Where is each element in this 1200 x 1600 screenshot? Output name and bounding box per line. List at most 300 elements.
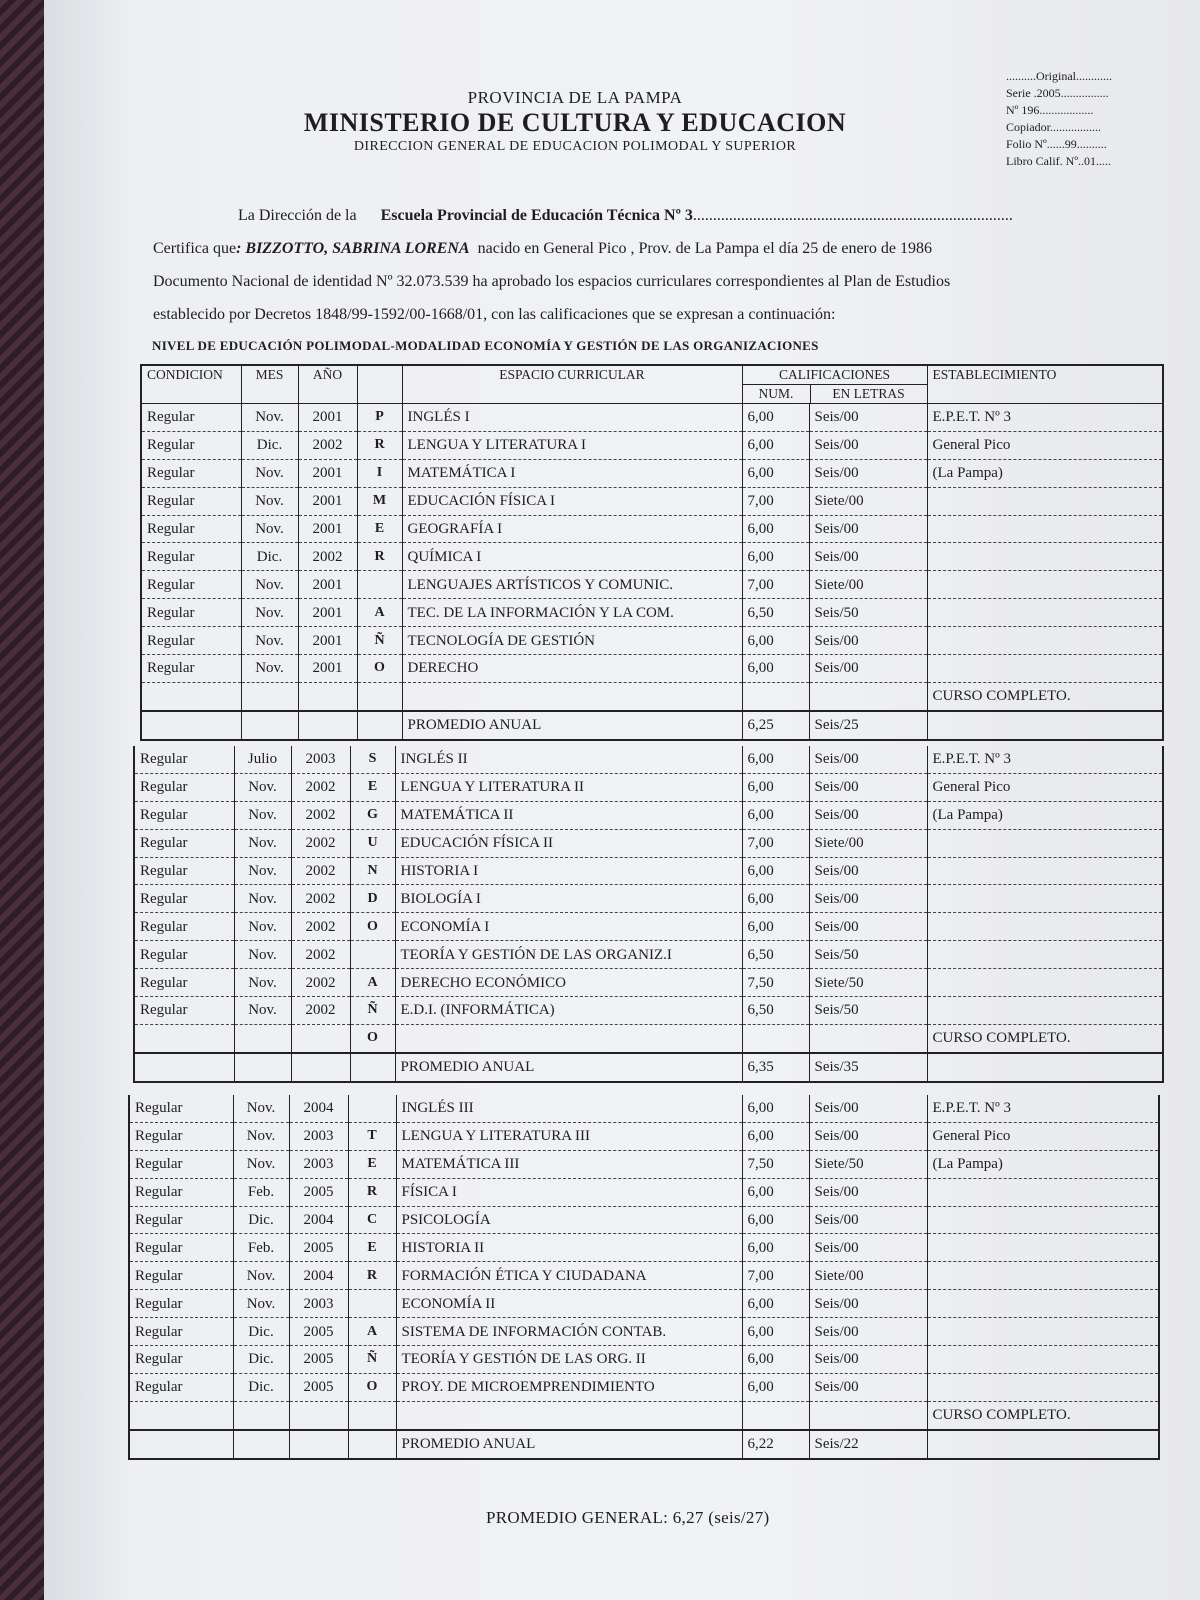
establecimiento-cell (927, 1346, 1159, 1374)
empty-cell (134, 1053, 234, 1082)
nota-letras-cell: Seis/00 (809, 1178, 927, 1206)
mes-cell: Nov. (241, 655, 298, 683)
nota-letras-cell: Seis/50 (809, 599, 927, 627)
nota-letras-cell: Seis/00 (809, 543, 927, 571)
anio-cell: 2003 (291, 746, 350, 773)
mes-cell: Nov. (241, 404, 298, 432)
establecimiento-cell: E.P.E.T. Nº 3 (927, 1095, 1159, 1122)
nota-letras-cell: Seis/00 (809, 1206, 927, 1234)
condicion-cell: Regular (141, 627, 241, 655)
espacio-cell: HISTORIA I (395, 857, 742, 885)
anio-cell: 2001 (298, 655, 357, 683)
student-name: : BIZZOTTO, SABRINA LORENA (236, 240, 470, 257)
nota-letras-cell: Seis/00 (809, 627, 927, 655)
promedio-num: 6,25 (742, 711, 809, 740)
table-row (141, 515, 1163, 543)
anio-cell: 2001 (298, 599, 357, 627)
mes-cell: Julio (234, 746, 291, 773)
establecimiento-cell: (La Pampa) (927, 801, 1163, 829)
year-letter-header (357, 365, 402, 404)
table-row (129, 1178, 1159, 1206)
anio-header: AÑO (298, 365, 357, 404)
mes-cell: Nov. (241, 627, 298, 655)
espacio-cell: PSICOLOGÍA (396, 1206, 742, 1234)
promedio-anual-row (134, 1053, 1163, 1082)
year-letter-cell: E (348, 1150, 396, 1178)
establecimiento-cell (927, 1290, 1159, 1318)
condicion-header: CONDICION (141, 365, 241, 404)
table-row (129, 1318, 1159, 1346)
empty-cell (357, 711, 402, 740)
nota-num-cell: 6,00 (742, 1095, 809, 1122)
empty-cell (289, 1430, 348, 1459)
establecimiento-cell: (La Pampa) (927, 1150, 1159, 1178)
anio-cell: 2001 (298, 487, 357, 515)
year-letter-cell (357, 571, 402, 599)
nota-num-cell: 6,50 (742, 599, 809, 627)
espacio-cell: MATEMÁTICA III (396, 1150, 742, 1178)
condicion-cell: Regular (134, 801, 234, 829)
anio-cell (289, 1401, 348, 1429)
nota-letras-cell: Siete/00 (809, 571, 927, 599)
nota-letras-cell: Seis/00 (809, 1234, 927, 1262)
condicion-cell: Regular (129, 1234, 233, 1262)
year-letter-cell: M (357, 487, 402, 515)
nota-num-cell (742, 1401, 809, 1429)
year-letter-cell: R (357, 543, 402, 571)
nota-letras-cell: Siete/00 (809, 829, 927, 857)
registry-original: ..........Original............ (1006, 69, 1112, 83)
nota-letras-cell: Seis/00 (809, 431, 927, 459)
line2-prefix: Certifica que (153, 240, 237, 257)
table-row (134, 801, 1163, 829)
condicion-cell: Regular (129, 1318, 233, 1346)
anio-cell: 2001 (298, 627, 357, 655)
establecimiento-cell (927, 655, 1163, 683)
establecimiento-cell: General Pico (927, 1122, 1159, 1150)
nota-num-cell: 6,00 (742, 746, 809, 773)
condicion-cell: Regular (129, 1206, 233, 1234)
nota-letras-cell: Seis/00 (809, 515, 927, 543)
table-row (134, 829, 1163, 857)
mes-cell: Nov. (234, 941, 291, 969)
establecimiento-cell: CURSO COMPLETO. (927, 682, 1163, 710)
table-row (141, 655, 1163, 683)
establecimiento-cell (927, 543, 1163, 571)
anio-cell: 2002 (291, 941, 350, 969)
nota-num-cell: 6,00 (742, 655, 809, 683)
condicion-cell: Regular (134, 885, 234, 913)
espacio-cell: PROY. DE MICROEMPRENDIMIENTO (396, 1373, 742, 1401)
condicion-cell: Regular (141, 431, 241, 459)
year-letter-cell: R (348, 1178, 396, 1206)
establecimiento-cell (927, 571, 1163, 599)
promedio-letras: Seis/35 (809, 1053, 927, 1082)
condicion-cell: Regular (134, 829, 234, 857)
nota-num-cell: 7,00 (742, 829, 809, 857)
mes-cell: Dic. (233, 1318, 289, 1346)
table-row (129, 1206, 1159, 1234)
registry-serie: Serie .2005................ (1006, 86, 1109, 100)
nota-num-cell: 7,50 (742, 1150, 809, 1178)
empty-cell (350, 1053, 395, 1082)
espacio-cell: LENGUA Y LITERATURA I (402, 431, 742, 459)
nota-num-cell: 6,00 (742, 857, 809, 885)
year-letter-cell: N (350, 857, 395, 885)
table-row (141, 487, 1163, 515)
table-row (134, 997, 1163, 1025)
year-letter-cell: E (348, 1234, 396, 1262)
promedio-label: PROMEDIO ANUAL (396, 1430, 742, 1459)
empty-cell (233, 1430, 289, 1459)
espacio-cell: MATEMÁTICA I (402, 459, 742, 487)
nota-letras-cell: Siete/50 (809, 1150, 927, 1178)
level-heading: NIVEL DE EDUCACIÓN POLIMODAL-MODALIDAD ECONOMÍA Y GESTIÓN DE LAS ORGANIZACIONES (152, 338, 819, 353)
table-row (129, 1401, 1159, 1429)
establecimiento-cell (927, 1178, 1159, 1206)
anio-cell: 2004 (289, 1095, 348, 1122)
condicion-cell: Regular (141, 515, 241, 543)
nota-letras-cell: Seis/00 (809, 913, 927, 941)
year-letter-cell: I (357, 459, 402, 487)
table-row (141, 431, 1163, 459)
condicion-cell: Regular (141, 404, 241, 432)
espacio-cell: SISTEMA DE INFORMACIÓN CONTAB. (396, 1318, 742, 1346)
anio-cell: 2002 (291, 969, 350, 997)
year-letter-cell: T (348, 1122, 396, 1150)
year-letter-cell (348, 1095, 396, 1122)
espacio-cell: TEORÍA Y GESTIÓN DE LAS ORGANIZ.I (395, 941, 742, 969)
anio-cell: 2005 (289, 1373, 348, 1401)
nota-num-cell: 6,00 (742, 1290, 809, 1318)
condicion-cell (141, 682, 241, 710)
year-letter-cell: R (348, 1262, 396, 1290)
espacio-cell: GEOGRAFÍA I (402, 515, 742, 543)
mes-cell: Nov. (233, 1150, 289, 1178)
condicion-cell: Regular (134, 941, 234, 969)
nota-num-cell: 6,00 (742, 515, 809, 543)
nota-num-cell: 6,00 (742, 1234, 809, 1262)
establecimiento-cell (927, 515, 1163, 543)
nota-num-cell: 6,00 (742, 773, 809, 801)
line1-dots: ................................................................................ (692, 207, 1013, 224)
general-average: PROMEDIO GENERAL: 6,27 (seis/27) (486, 1508, 770, 1527)
province-heading: PROVINCIA DE LA PAMPA (467, 88, 683, 107)
condicion-cell: Regular (129, 1373, 233, 1401)
table-row (134, 969, 1163, 997)
calificaciones-subheaders (743, 385, 927, 403)
nota-letras-cell: Seis/50 (809, 997, 927, 1025)
mes-cell: Nov. (241, 515, 298, 543)
table-row (141, 682, 1163, 710)
grades-table-year-3 (128, 1095, 1160, 1460)
nota-letras-cell (809, 1024, 927, 1052)
nota-num-cell: 6,00 (742, 913, 809, 941)
mes-cell: Nov. (234, 885, 291, 913)
mes-cell: Nov. (241, 571, 298, 599)
table-row (134, 913, 1163, 941)
anio-cell (291, 1024, 350, 1052)
year-letter-cell: G (350, 801, 395, 829)
nota-letras-cell (809, 682, 927, 710)
empty-cell (927, 1430, 1159, 1459)
mes-cell (241, 682, 298, 710)
espacio-cell (402, 682, 742, 710)
condicion-cell: Regular (134, 746, 234, 773)
empty-cell (129, 1430, 233, 1459)
nota-letras-cell: Seis/00 (809, 1318, 927, 1346)
promedio-letras: Seis/22 (809, 1430, 927, 1459)
espacio-cell: EDUCACIÓN FÍSICA II (395, 829, 742, 857)
condicion-cell: Regular (141, 655, 241, 683)
calificaciones-header (742, 365, 927, 404)
nota-letras-cell (809, 1401, 927, 1429)
school-name: Escuela Provincial de Educación Técnica Nº 3 (380, 207, 693, 224)
establecimiento-cell: General Pico (927, 431, 1163, 459)
year-letter-cell: U (350, 829, 395, 857)
empty-cell (298, 711, 357, 740)
registry-libro: Libro Calif. Nº..01..... (1006, 154, 1112, 168)
condicion-cell: Regular (129, 1290, 233, 1318)
certificate-line-1 (238, 207, 1013, 225)
registry-block (1006, 68, 1112, 170)
anio-cell: 2001 (298, 459, 357, 487)
nota-letras-cell: Seis/50 (809, 941, 927, 969)
nota-num-cell: 6,00 (742, 1318, 809, 1346)
establecimiento-cell (927, 1318, 1159, 1346)
mes-cell: Dic. (233, 1206, 289, 1234)
nota-letras-cell: Seis/00 (809, 1095, 927, 1122)
espacio-cell: INGLÉS I (402, 404, 742, 432)
condicion-cell: Regular (141, 543, 241, 571)
promedio-num: 6,22 (742, 1430, 809, 1459)
condicion-cell: Regular (141, 571, 241, 599)
year-letter-cell: O (357, 655, 402, 683)
condicion-cell: Regular (141, 599, 241, 627)
nota-num-cell: 6,00 (742, 1122, 809, 1150)
espacio-cell: LENGUA Y LITERATURA III (396, 1122, 742, 1150)
condicion-cell: Regular (141, 487, 241, 515)
certificate-line-2 (153, 240, 932, 258)
mes-cell: Feb. (233, 1178, 289, 1206)
establecimiento-cell (927, 969, 1163, 997)
year-letter-cell (350, 941, 395, 969)
anio-cell: 2002 (291, 857, 350, 885)
condicion-cell: Regular (141, 459, 241, 487)
condicion-cell: Regular (129, 1095, 233, 1122)
espacio-cell: DERECHO (402, 655, 742, 683)
nota-letras-cell: Seis/00 (809, 885, 927, 913)
mes-cell: Nov. (241, 487, 298, 515)
anio-cell (298, 682, 357, 710)
anio-cell: 2003 (289, 1290, 348, 1318)
condicion-cell: Regular (134, 773, 234, 801)
num-header: NUM. (743, 385, 811, 403)
espacio-cell: INGLÉS II (395, 746, 742, 773)
table-row (134, 941, 1163, 969)
nota-letras-cell: Seis/00 (809, 746, 927, 773)
table-row (129, 1346, 1159, 1374)
establecimiento-cell (927, 1206, 1159, 1234)
anio-cell: 2001 (298, 515, 357, 543)
condicion-cell: Regular (134, 997, 234, 1025)
anio-cell: 2002 (298, 431, 357, 459)
nota-letras-cell: Seis/00 (809, 773, 927, 801)
table-row (141, 459, 1163, 487)
establecimiento-cell (927, 997, 1163, 1025)
condicion-cell: Regular (129, 1122, 233, 1150)
table-row (129, 1095, 1159, 1122)
table-row (141, 404, 1163, 432)
mes-cell: Nov. (233, 1095, 289, 1122)
condicion-cell: Regular (129, 1346, 233, 1374)
espacio-cell (396, 1401, 742, 1429)
registry-folio: Folio Nº......99.......... (1006, 137, 1107, 151)
table-row (141, 571, 1163, 599)
anio-cell: 2003 (289, 1122, 348, 1150)
grades-table-year-1 (140, 364, 1164, 741)
nota-num-cell: 6,00 (742, 885, 809, 913)
nota-letras-cell: Siete/00 (809, 1262, 927, 1290)
table-row (129, 1234, 1159, 1262)
table-row (134, 857, 1163, 885)
nota-num-cell: 7,50 (742, 969, 809, 997)
mes-cell: Nov. (234, 801, 291, 829)
espacio-cell: ECONOMÍA I (395, 913, 742, 941)
nota-letras-cell: Seis/00 (809, 1122, 927, 1150)
line2-rest: nacido en General Pico , Prov. de La Pampa el día 25 de enero de 1986 (477, 240, 932, 257)
anio-cell: 2002 (298, 543, 357, 571)
mes-cell (234, 1024, 291, 1052)
mes-cell: Nov. (234, 773, 291, 801)
table-row (141, 599, 1163, 627)
establecimiento-cell: CURSO COMPLETO. (927, 1401, 1159, 1429)
empty-cell (927, 1053, 1163, 1082)
year-letter-cell: A (350, 969, 395, 997)
promedio-anual-row (129, 1430, 1159, 1459)
table-row (134, 746, 1163, 773)
grades-table-year-2 (133, 746, 1164, 1083)
year-letter-cell: S (350, 746, 395, 773)
nota-letras-cell: Seis/00 (809, 857, 927, 885)
nota-num-cell: 6,00 (742, 543, 809, 571)
nota-letras-cell: Seis/00 (809, 801, 927, 829)
nota-num-cell: 6,00 (742, 404, 809, 432)
establecimiento-cell: (La Pampa) (927, 459, 1163, 487)
establecimiento-cell (927, 627, 1163, 655)
nota-num-cell: 7,00 (742, 487, 809, 515)
nota-num-cell: 7,00 (742, 1262, 809, 1290)
espacio-cell: EDUCACIÓN FÍSICA I (402, 487, 742, 515)
espacio-cell: HISTORIA II (396, 1234, 742, 1262)
nota-letras-cell: Siete/50 (809, 969, 927, 997)
empty-cell (291, 1053, 350, 1082)
nota-num-cell: 6,00 (742, 801, 809, 829)
condicion-cell (134, 1024, 234, 1052)
table-row (129, 1122, 1159, 1150)
registry-copiador: Copiador................. (1006, 120, 1101, 134)
mes-cell: Nov. (234, 857, 291, 885)
establecimiento-cell: E.P.E.T. Nº 3 (927, 746, 1163, 773)
condicion-cell: Regular (129, 1178, 233, 1206)
year-letter-cell: C (348, 1206, 396, 1234)
espacio-cell: DERECHO ECONÓMICO (395, 969, 742, 997)
year-letter-cell: Ñ (348, 1346, 396, 1374)
nota-letras-cell: Seis/00 (809, 655, 927, 683)
year-letter-cell: D (350, 885, 395, 913)
anio-cell: 2002 (291, 885, 350, 913)
establecimiento-cell (927, 913, 1163, 941)
anio-cell: 2001 (298, 571, 357, 599)
mes-cell: Dic. (233, 1346, 289, 1374)
anio-cell: 2001 (298, 404, 357, 432)
mes-cell: Nov. (234, 913, 291, 941)
establecimiento-cell (927, 1262, 1159, 1290)
condicion-cell: Regular (134, 969, 234, 997)
establecimiento-header: ESTABLECIMIENTO (927, 365, 1163, 404)
promedio-label: PROMEDIO ANUAL (395, 1053, 742, 1082)
year-letter-cell: Ñ (350, 997, 395, 1025)
nota-letras-cell: Seis/00 (809, 404, 927, 432)
nota-num-cell: 6,50 (742, 997, 809, 1025)
nota-num-cell: 6,00 (742, 1346, 809, 1374)
year-letter-cell (348, 1290, 396, 1318)
promedio-num: 6,35 (742, 1053, 809, 1082)
year-letter-cell: O (348, 1373, 396, 1401)
table-row (129, 1150, 1159, 1178)
espacio-cell: E.D.I. (INFORMÁTICA) (395, 997, 742, 1025)
espacio-cell: TECNOLOGÍA DE GESTIÓN (402, 627, 742, 655)
year-letter-cell: E (357, 515, 402, 543)
nota-num-cell: 6,50 (742, 941, 809, 969)
mes-header: MES (241, 365, 298, 404)
espacio-cell: FORMACIÓN ÉTICA Y CIUDADANA (396, 1262, 742, 1290)
espacio-cell (395, 1024, 742, 1052)
promedio-label: PROMEDIO ANUAL (402, 711, 742, 740)
anio-cell: 2002 (291, 801, 350, 829)
espacio-header: ESPACIO CURRICULAR (402, 365, 742, 404)
nota-num-cell: 6,00 (742, 459, 809, 487)
mes-cell (233, 1401, 289, 1429)
condicion-cell: Regular (134, 913, 234, 941)
calificaciones-title: CALIFICACIONES (743, 366, 927, 385)
nota-letras-cell: Seis/00 (809, 1373, 927, 1401)
establecimiento-cell (927, 599, 1163, 627)
nota-num-cell: 6,00 (742, 627, 809, 655)
espacio-cell: INGLÉS III (396, 1095, 742, 1122)
espacio-cell: TEORÍA Y GESTIÓN DE LAS ORG. II (396, 1346, 742, 1374)
mes-cell: Nov. (234, 829, 291, 857)
table-header-row (141, 365, 1163, 404)
table-row (129, 1290, 1159, 1318)
condicion-cell: Regular (129, 1262, 233, 1290)
year-letter-cell: E (350, 773, 395, 801)
condicion-cell (129, 1401, 233, 1429)
nota-num-cell (742, 682, 809, 710)
empty-cell (141, 711, 241, 740)
nota-num-cell: 6,00 (742, 431, 809, 459)
espacio-cell: LENGUAJES ARTÍSTICOS Y COMUNIC. (402, 571, 742, 599)
table-row (141, 627, 1163, 655)
table-row (129, 1262, 1159, 1290)
mes-cell: Dic. (233, 1373, 289, 1401)
anio-cell: 2003 (289, 1150, 348, 1178)
mes-cell: Nov. (233, 1122, 289, 1150)
nota-num-cell: 6,00 (742, 1373, 809, 1401)
year-letter-cell: Ñ (357, 627, 402, 655)
anio-cell: 2002 (291, 829, 350, 857)
condicion-cell: Regular (134, 857, 234, 885)
